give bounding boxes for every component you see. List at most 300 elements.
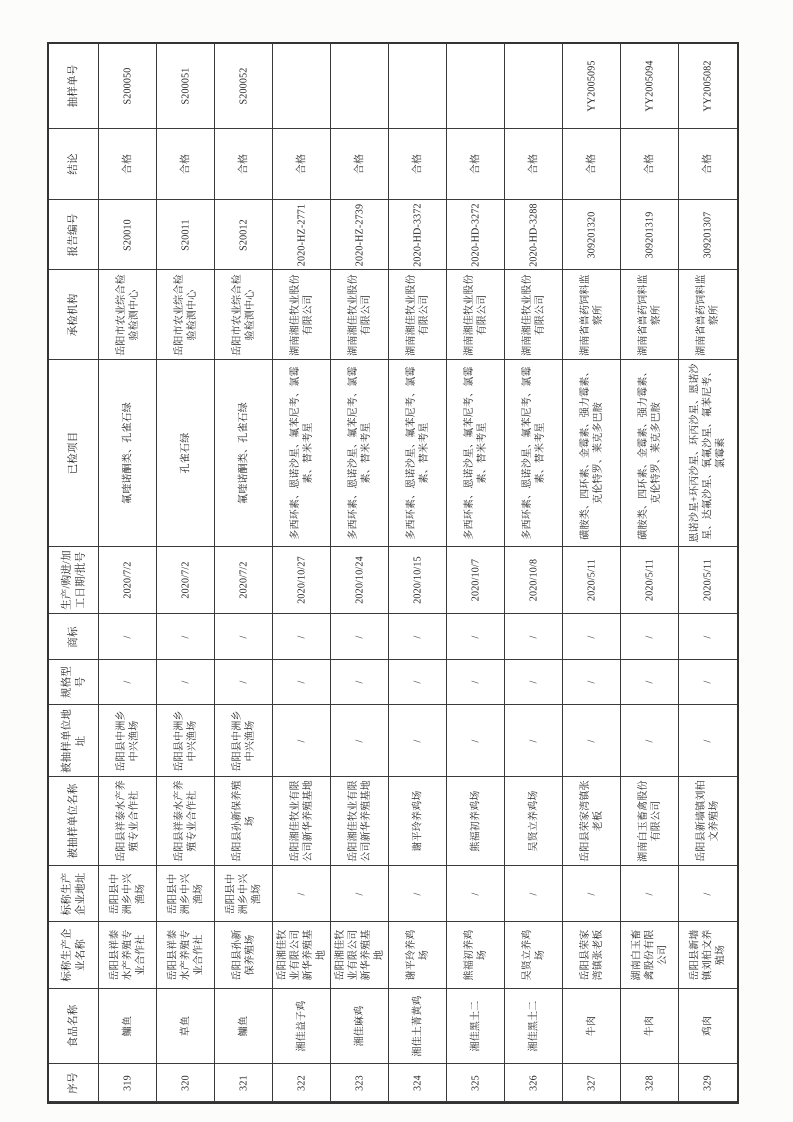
- cell-value: 岳阳县祥泰水产养殖专业合作社: [167, 929, 204, 981]
- cell-value: 牛肉: [586, 1015, 597, 1037]
- table-cell: [273, 705, 331, 777]
- cell-value: 2020/7/2: [180, 561, 191, 599]
- cell-value: /: [354, 739, 365, 742]
- cell-value: 熊福初养鸡场: [463, 929, 488, 981]
- table-cell: [99, 1064, 157, 1102]
- table-cell: [447, 129, 505, 200]
- cell-value: 2020/10/27: [296, 556, 307, 604]
- cell-value: 草鱼: [180, 1015, 191, 1037]
- cell-value: 吴贤立养鸡场: [521, 929, 546, 981]
- cell-value: 多西环素、恩诺沙星、氟苯尼考、氯霉素、替米考星: [405, 366, 430, 540]
- cell-value: /: [180, 635, 191, 638]
- cell-value: 多西环素、恩诺沙星、氟苯尼考、氯霉素、替米考星: [347, 366, 372, 540]
- cell-value: /: [122, 680, 133, 684]
- table-cell: [621, 866, 679, 922]
- cell-value: 2020/5/11: [702, 559, 714, 601]
- table-cell: [215, 547, 273, 614]
- cell-value: /: [644, 739, 655, 742]
- field-header-label: 生产/购进/加工日期/批号: [60, 550, 86, 610]
- cell-value: YY2005094: [644, 60, 655, 112]
- table-cell: [99, 614, 157, 660]
- table-cell: [215, 866, 273, 922]
- table-cell: [331, 360, 389, 547]
- table-cell: [215, 200, 273, 270]
- cell-value: 327: [586, 1074, 597, 1091]
- cell-value: 2020-HD-3272: [470, 202, 481, 267]
- cell-value: /: [702, 739, 714, 742]
- table-cell: [99, 705, 157, 777]
- cell-value: 2020/7/2: [122, 561, 133, 599]
- table-cell: [273, 44, 331, 129]
- cell-value: /: [470, 739, 481, 742]
- cell-value: 湖南省兽药饲料监察所: [579, 273, 604, 356]
- field-header-label: 序号: [67, 1071, 79, 1094]
- table-cell: [563, 922, 621, 989]
- cell-value: 谢平玲养鸡场: [405, 929, 430, 981]
- field-header-cell: [49, 44, 99, 129]
- cell-value: 岳阳湘佳牧业有限公司新华养殖基地: [276, 929, 327, 981]
- cell-value: /: [296, 635, 307, 638]
- cell-value: 岳阳县中洲乡中兴渔场: [231, 709, 256, 772]
- cell-value: 岳阳县祥泰水产养殖专业合作社: [173, 780, 198, 862]
- cell-value: 湖南白玉畜禽股份有限公司: [631, 929, 668, 981]
- table-cell: [679, 129, 737, 200]
- cell-value: 322: [296, 1074, 307, 1091]
- table-cell: [679, 547, 737, 614]
- cell-value: 湖南白玉畜禽股份有限公司: [637, 780, 662, 862]
- cell-value: 合格: [644, 153, 655, 175]
- table-cell: [447, 270, 505, 360]
- table-cell: [215, 614, 273, 660]
- cell-value: 谢平玲养鸡场: [412, 790, 423, 852]
- cell-value: /: [470, 680, 481, 684]
- table-cell: [505, 866, 563, 922]
- cell-value: 湘佳土菁黄鸡: [412, 995, 423, 1057]
- cell-value: 合格: [122, 153, 133, 175]
- table-cell: [389, 922, 447, 989]
- table-cell: [157, 200, 215, 270]
- table-cell: [99, 44, 157, 129]
- cell-value: /: [702, 892, 714, 895]
- table-cell: [679, 1064, 737, 1102]
- table-cell: [621, 129, 679, 200]
- table-cell: [389, 989, 447, 1064]
- table-cell: [389, 866, 447, 922]
- cell-value: /: [296, 739, 307, 742]
- cell-value: 2020/10/15: [412, 556, 423, 604]
- cell-value: 328: [644, 1074, 655, 1091]
- table-cell: [563, 777, 621, 866]
- table-cell: [99, 922, 157, 989]
- table-cell: [331, 922, 389, 989]
- table-cell: [621, 705, 679, 777]
- cell-value: 熊福初养鸡场: [470, 790, 481, 852]
- field-header-cell: [49, 705, 99, 777]
- cell-value: 湘佳益子鸡: [296, 1000, 307, 1052]
- table-cell: [447, 200, 505, 270]
- field-header-cell: [49, 360, 99, 547]
- cell-value: 2020-HZ-2739: [354, 203, 365, 266]
- cell-value: 岳阳市农业综合检验检测中心: [231, 273, 256, 356]
- table-cell: [563, 660, 621, 705]
- table-cell: [157, 129, 215, 200]
- table-cell: [505, 129, 563, 200]
- table-cell: [215, 360, 273, 547]
- table-cell: [447, 44, 505, 129]
- cell-value: 多西环素、恩诺沙星、氟苯尼考、氯霉素、替米考星: [463, 366, 488, 540]
- field-header-label: 标称生产企业地址: [60, 872, 86, 915]
- table-cell: [679, 614, 737, 660]
- cell-value: 2020-HZ-2771: [296, 203, 307, 266]
- table-cell: [447, 866, 505, 922]
- field-header-label: 食品名称: [67, 1004, 79, 1048]
- table-cell: [157, 922, 215, 989]
- cell-value: 2020/5/11: [586, 559, 597, 601]
- cell-value: S20012: [238, 218, 249, 251]
- field-header-cell: [49, 922, 99, 989]
- table-cell: [273, 989, 331, 1064]
- table-cell: [273, 270, 331, 360]
- table-cell: [505, 270, 563, 360]
- cell-value: 2020/10/24: [354, 556, 365, 604]
- cell-value: /: [412, 680, 423, 684]
- table-cell: [389, 270, 447, 360]
- table-cell: [563, 129, 621, 200]
- cell-value: 鳙鱼: [122, 1015, 133, 1037]
- table-cell: [99, 270, 157, 360]
- table-cell: [273, 660, 331, 705]
- field-header-cell: [49, 270, 99, 360]
- table-cell: [505, 777, 563, 866]
- field-header-label: 被抽样单位地址: [60, 708, 86, 773]
- cell-value: /: [644, 635, 655, 638]
- cell-value: S200050: [122, 67, 133, 105]
- cell-value: 牛肉: [644, 1015, 655, 1037]
- table-cell: [389, 660, 447, 705]
- table-cell: [273, 129, 331, 200]
- table-cell: [505, 547, 563, 614]
- cell-value: 湖南省兽药饲料监察所: [696, 273, 720, 356]
- field-header-cell: [49, 1064, 99, 1102]
- table-cell: [621, 360, 679, 547]
- cell-value: 岳阳湘佳牧业有限公司新华养殖基地: [334, 929, 385, 981]
- cell-value: /: [412, 635, 423, 638]
- field-header-cell: [49, 547, 99, 614]
- table-cell: [505, 614, 563, 660]
- field-header-label: 被抽样单位名称: [67, 783, 79, 859]
- cell-value: /: [238, 635, 249, 638]
- cell-value: 岳阳县新墙镇刘柏文养殖场: [696, 780, 720, 862]
- table-cell: [331, 614, 389, 660]
- table-cell: [621, 614, 679, 660]
- field-header-label: 结论: [67, 153, 79, 175]
- cell-value: 孔雀石绿: [180, 432, 191, 474]
- table-cell: [563, 360, 621, 547]
- cell-value: 岳阳县新墙镇刘柏文养殖场: [689, 929, 727, 981]
- cell-value: S20011: [180, 218, 191, 251]
- field-header-cell: [49, 200, 99, 270]
- table-cell: [273, 866, 331, 922]
- table-cell: [389, 614, 447, 660]
- cell-value: 325: [470, 1074, 481, 1091]
- cell-value: 吴贤立养鸡场: [528, 790, 539, 852]
- field-header-cell: [49, 660, 99, 705]
- table-cell: [447, 360, 505, 547]
- table-cell: [679, 777, 737, 866]
- cell-value: 湖南湘佳牧业股份有限公司: [463, 273, 488, 356]
- field-header-label: 抽样单号: [67, 64, 79, 108]
- cell-value: 恩诺沙星+环丙沙星、环丙沙星、恩诺沙星、达氟沙星、氧氟沙星、氟苯尼考、氯霉素: [689, 363, 727, 543]
- table-cell: [273, 200, 331, 270]
- cell-value: S200051: [180, 67, 191, 105]
- table-cell: [273, 922, 331, 989]
- cell-value: /: [528, 892, 539, 895]
- cell-value: 合格: [180, 153, 191, 175]
- table-cell: [505, 922, 563, 989]
- cell-value: 2020/7/2: [238, 561, 249, 599]
- table-cell: [505, 200, 563, 270]
- cell-value: /: [470, 892, 481, 895]
- cell-value: 岳阳县祥泰水产养殖专业合作社: [109, 929, 146, 981]
- cell-value: 324: [412, 1074, 423, 1091]
- table-cell: [157, 660, 215, 705]
- table-cell: [563, 614, 621, 660]
- cell-value: 岳阳县荣家湾镇张老板: [579, 929, 604, 981]
- cell-value: 320: [180, 1074, 191, 1091]
- table-cell: [679, 922, 737, 989]
- cell-value: 合格: [586, 153, 597, 175]
- table-cell: [621, 922, 679, 989]
- table-cell: [389, 1064, 447, 1102]
- table-cell: [157, 614, 215, 660]
- cell-value: /: [354, 635, 365, 638]
- table-cell: [563, 547, 621, 614]
- table-cell: [99, 777, 157, 866]
- table-cell: [447, 1064, 505, 1102]
- field-header-label: 报告编号: [67, 213, 79, 256]
- cell-value: 岳阳县中洲乡中兴渔场: [109, 873, 146, 914]
- table-cell: [389, 200, 447, 270]
- table-cell: [563, 866, 621, 922]
- cell-value: 合格: [296, 153, 307, 175]
- table-cell: [389, 360, 447, 547]
- cell-value: YY2005095: [586, 60, 597, 112]
- cell-value: 湖南湘佳牧业股份有限公司: [521, 273, 546, 356]
- table-cell: [215, 777, 273, 866]
- cell-value: 岳阳县中洲乡中兴渔场: [167, 873, 204, 914]
- table-cell: [621, 660, 679, 705]
- table-cell: [621, 270, 679, 360]
- cell-value: 321: [238, 1074, 249, 1091]
- table-cell: [621, 1064, 679, 1102]
- table-cell: [99, 360, 157, 547]
- table-cell: [505, 660, 563, 705]
- table-cell: [331, 1064, 389, 1102]
- table-cell: [505, 989, 563, 1064]
- cell-value: /: [586, 635, 597, 638]
- table-cell: [331, 777, 389, 866]
- table-cell: [273, 1064, 331, 1102]
- cell-value: /: [354, 680, 365, 684]
- cell-value: 合格: [528, 153, 539, 175]
- table-cell: [389, 705, 447, 777]
- table-cell: [679, 866, 737, 922]
- table-cell: [447, 660, 505, 705]
- cell-value: 2020-HD-3372: [412, 202, 423, 267]
- table-cell: [679, 989, 737, 1064]
- table-cell: [621, 777, 679, 866]
- cell-value: 岳阳县祥泰水产养殖专业合作社: [115, 780, 140, 862]
- table-cell: [563, 44, 621, 129]
- table-cell: [563, 270, 621, 360]
- table-cell: [331, 44, 389, 129]
- cell-value: 323: [354, 1074, 365, 1091]
- table-cell: [99, 866, 157, 922]
- cell-value: 湘佳麻鸡: [354, 1005, 365, 1047]
- cell-value: 湖南湘佳牧业股份有限公司: [347, 273, 372, 356]
- cell-value: 氟喹诺酮类、孔雀石绿: [122, 402, 133, 504]
- table-cell: [215, 922, 273, 989]
- field-header-label: 商标: [67, 625, 79, 648]
- field-header-label: 承检机构: [67, 293, 79, 336]
- cell-value: /: [528, 635, 539, 638]
- cell-value: 合格: [702, 153, 714, 175]
- cell-value: 磺胺类、四环素、金霉素、强力霉素、克伦特罗、莱克多巴胺: [637, 366, 662, 540]
- table-cell: [563, 1064, 621, 1102]
- cell-value: /: [412, 892, 423, 895]
- table-cell: [447, 922, 505, 989]
- table-cell: [157, 989, 215, 1064]
- table-cell: [679, 360, 737, 547]
- table-cell: [215, 705, 273, 777]
- table-cell: [447, 705, 505, 777]
- cell-value: 湘佳黑土二: [470, 1000, 481, 1052]
- cell-value: 2020/10/8: [528, 558, 539, 602]
- table-cell: [157, 705, 215, 777]
- cell-value: /: [702, 635, 714, 638]
- table-cell: [215, 129, 273, 200]
- cell-value: 319: [122, 1074, 133, 1091]
- table-cell: [331, 547, 389, 614]
- table-cell: [563, 200, 621, 270]
- cell-value: 岳阳湘佳牧业有限公司新华养殖基地: [347, 780, 372, 862]
- cell-value: 鸡肉: [702, 1015, 714, 1037]
- cell-value: 329: [702, 1074, 714, 1091]
- table-cell: [621, 989, 679, 1064]
- table-cell: [157, 360, 215, 547]
- results-table: [47, 42, 739, 1104]
- table-cell: [389, 547, 447, 614]
- table-cell: [99, 547, 157, 614]
- cell-value: 309201319: [644, 211, 655, 258]
- cell-value: 326: [528, 1074, 539, 1091]
- cell-value: S200052: [238, 67, 249, 105]
- cell-value: S20010: [122, 218, 133, 251]
- table-cell: [215, 989, 273, 1064]
- cell-value: 合格: [354, 153, 365, 175]
- table-cell: [99, 129, 157, 200]
- table-cell: [215, 660, 273, 705]
- table-cell: [389, 44, 447, 129]
- cell-value: /: [354, 892, 365, 895]
- field-header-cell: [49, 989, 99, 1064]
- table-cell: [215, 270, 273, 360]
- cell-value: /: [122, 635, 133, 638]
- field-header-label: 标称生产企业名称: [60, 928, 86, 982]
- cell-value: 2020-HD-3288: [528, 202, 539, 267]
- table-cell: [157, 44, 215, 129]
- cell-value: 岳阳湘佳牧业有限公司新华养殖基地: [289, 780, 314, 862]
- table-cell: [563, 705, 621, 777]
- table-cell: [157, 1064, 215, 1102]
- cell-value: /: [296, 892, 307, 895]
- table-cell: [99, 660, 157, 705]
- cell-value: 湖南湘佳牧业股份有限公司: [289, 273, 314, 356]
- cell-value: 氟喹诺酮类、孔雀石绿: [238, 402, 249, 504]
- cell-value: 湘佳黑土二: [528, 1000, 539, 1052]
- table-cell: [621, 200, 679, 270]
- cell-value: 鳙鱼: [238, 1015, 249, 1037]
- table-cell: [331, 129, 389, 200]
- field-header-label: 已检项目: [67, 431, 79, 475]
- table-cell: [331, 200, 389, 270]
- cell-value: 岳阳县中洲乡中兴渔场: [225, 873, 262, 914]
- table-cell: [273, 614, 331, 660]
- cell-value: 岳阳市农业综合检验检测中心: [173, 273, 198, 356]
- field-header-label: 规格型号: [60, 665, 86, 699]
- cell-value: /: [528, 680, 539, 684]
- cell-value: /: [528, 739, 539, 742]
- field-header-cell: [49, 614, 99, 660]
- table-cell: [389, 129, 447, 200]
- cell-value: /: [238, 680, 249, 684]
- cell-value: 合格: [470, 153, 481, 175]
- table-cell: [621, 44, 679, 129]
- table-cell: [679, 660, 737, 705]
- table-cell: [331, 270, 389, 360]
- cell-value: 岳阳县中洲乡中兴渔场: [173, 709, 198, 772]
- cell-value: 合格: [412, 153, 423, 175]
- table-cell: [157, 270, 215, 360]
- cell-value: /: [644, 680, 655, 684]
- table-cell: [99, 200, 157, 270]
- table-cell: [273, 547, 331, 614]
- table-cell: [505, 360, 563, 547]
- field-header-cell: [49, 129, 99, 200]
- table-cell: [447, 547, 505, 614]
- table-cell: [621, 547, 679, 614]
- table-cell: [563, 989, 621, 1064]
- cell-value: 309201320: [586, 211, 597, 258]
- cell-value: /: [180, 680, 191, 684]
- table-cell: [389, 777, 447, 866]
- cell-value: /: [586, 739, 597, 742]
- table-cell: [331, 989, 389, 1064]
- field-header-cell: [49, 777, 99, 866]
- table-cell: [679, 705, 737, 777]
- cell-value: /: [296, 680, 307, 684]
- table-cell: [273, 360, 331, 547]
- cell-value: 湖南省兽药饲料监察所: [637, 273, 662, 356]
- cell-value: 2020/10/7: [470, 558, 481, 602]
- cell-value: 岳阳县中洲乡中兴渔场: [115, 709, 140, 772]
- cell-value: /: [586, 680, 597, 684]
- table-cell: [447, 614, 505, 660]
- table-cell: [157, 547, 215, 614]
- cell-value: 多西环素、恩诺沙星、氟苯尼考、氯霉素、替米考星: [289, 366, 314, 540]
- cell-value: 岳阳县荣家湾镇张老板: [579, 780, 604, 862]
- table-cell: [215, 44, 273, 129]
